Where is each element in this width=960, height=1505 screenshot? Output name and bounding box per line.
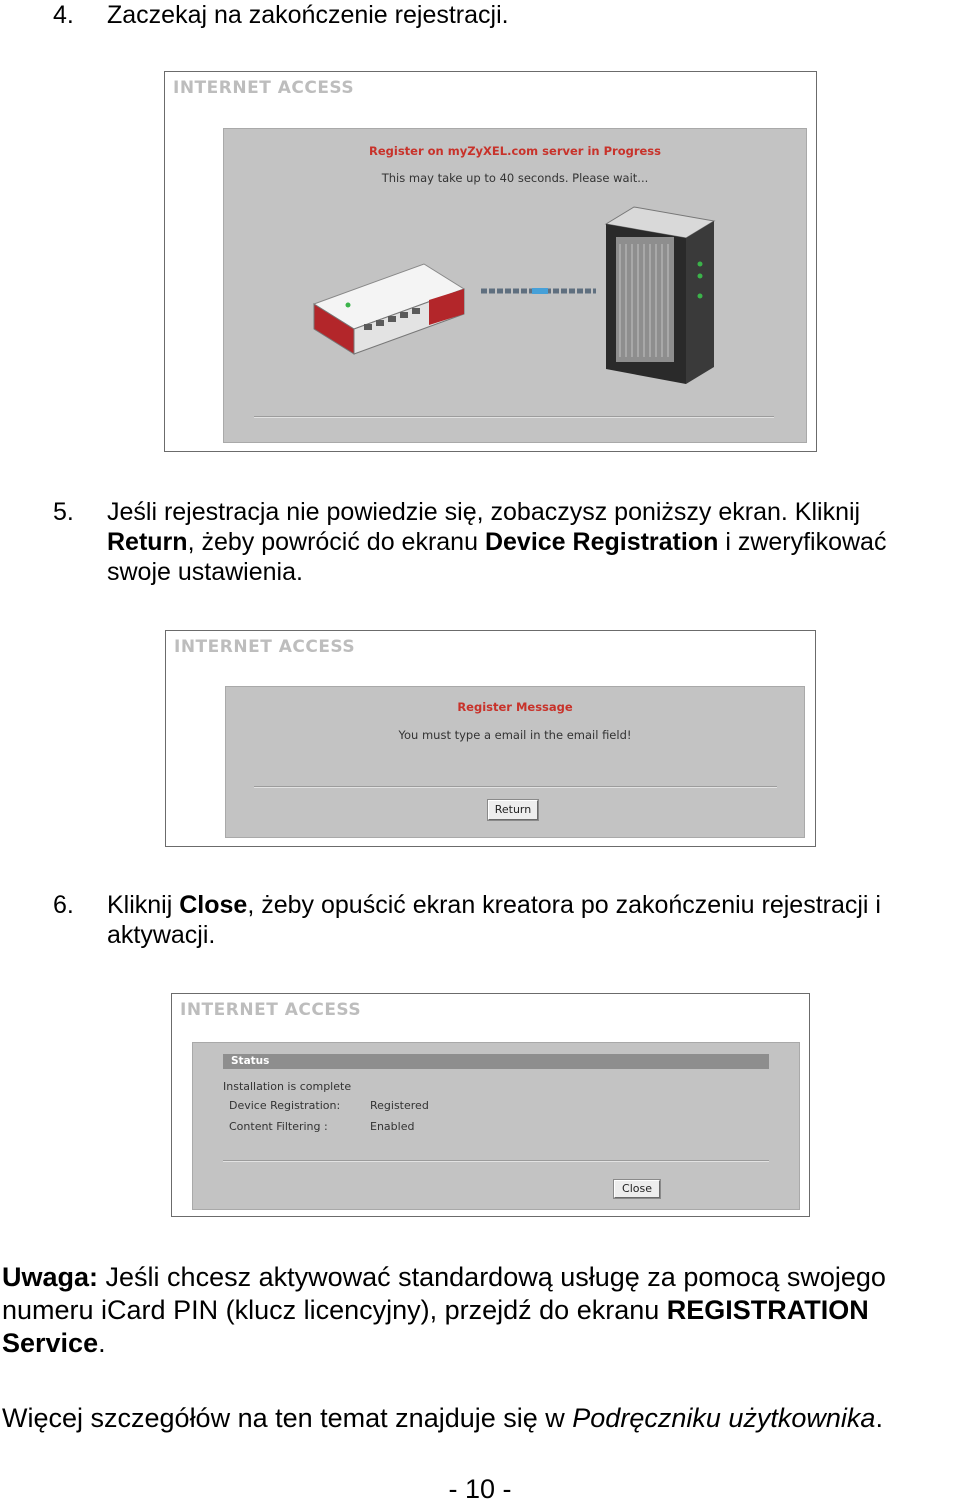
register-message-panel	[225, 686, 805, 838]
step-5	[53, 497, 943, 592]
divider	[223, 1160, 769, 1162]
step-number: 6.	[53, 891, 74, 919]
bold-return: Return	[107, 528, 188, 556]
register-message-heading: Register Message	[457, 700, 573, 714]
text-run: Kliknij	[107, 891, 180, 919]
close-button[interactable]: Close	[614, 1180, 660, 1198]
progress-panel	[223, 128, 807, 443]
text-run: Jeśli rejestracja nie powiedzie się, zobaczysz poniższy ekran. Kliknij	[107, 498, 861, 526]
text-run: .	[98, 1328, 106, 1358]
text-run: Jeśli chcesz aktywować standardową usługę za pomocą swojego numeru iCard PIN (klucz licencyjny), przejdź do ekranu	[2, 1262, 886, 1325]
bold-close: Close	[179, 891, 248, 919]
device-server-illustration	[224, 129, 808, 444]
internet-access-screenshot-progress	[164, 71, 817, 452]
router-icon	[314, 264, 464, 354]
status-panel	[192, 1042, 800, 1210]
connection-line	[481, 288, 596, 294]
screen-title: INTERNET ACCESS	[174, 637, 356, 657]
device-registration-value: Registered	[370, 1099, 429, 1112]
internet-access-screenshot-complete	[171, 993, 810, 1217]
content-filtering-value: Enabled	[370, 1120, 415, 1133]
step-text	[107, 497, 947, 587]
screen-title: INTERNET ACCESS	[173, 78, 355, 98]
text-run: Więcej szczegółów na ten temat znajduje się w	[2, 1403, 573, 1433]
status-header: Status	[223, 1054, 769, 1069]
text-run: .	[875, 1403, 883, 1433]
installation-complete-text: Installation is complete	[223, 1080, 352, 1093]
text-run: i zweryfikować swoje ustawienia.	[107, 528, 887, 586]
device-registration-label: Device Registration:	[229, 1099, 341, 1112]
italic-user-manual: Podręczniku użytkownika	[572, 1403, 876, 1433]
step-text	[107, 890, 947, 950]
more-info-paragraph	[2, 1402, 952, 1435]
step-number: 5.	[53, 498, 74, 526]
divider	[254, 786, 777, 788]
screen-title: INTERNET ACCESS	[180, 1000, 362, 1020]
bold-device-registration: Device Registration	[484, 528, 719, 556]
content-filtering-label: Content Filtering :	[229, 1120, 328, 1133]
divider	[254, 416, 774, 418]
progress-message: This may take up to 40 seconds. Please wait...	[381, 171, 649, 185]
text-run: , żeby opuścić ekran kreatora po zakończeniu rejestracji i aktywacji.	[107, 891, 881, 949]
text-run: , żeby powrócić do ekranu	[187, 528, 485, 556]
register-error-message: You must type a email in the email field!	[398, 728, 632, 742]
return-button[interactable]: Return	[488, 800, 538, 820]
server-icon	[606, 207, 714, 384]
progress-heading: Register on myZyXEL.com server in Progress	[369, 144, 661, 158]
bold-note-label: Uwaga:	[2, 1262, 99, 1292]
internet-access-screenshot-error	[165, 630, 816, 847]
page-number: - 10 -	[448, 1474, 512, 1504]
step-number: 4.	[53, 1, 74, 29]
step-6	[53, 890, 943, 954]
note-paragraph	[2, 1261, 952, 1360]
bold-registration-service: REGISTRATION Service	[2, 1295, 869, 1358]
step-text: Zaczekaj na zakończenie rejestracji.	[107, 1, 509, 29]
